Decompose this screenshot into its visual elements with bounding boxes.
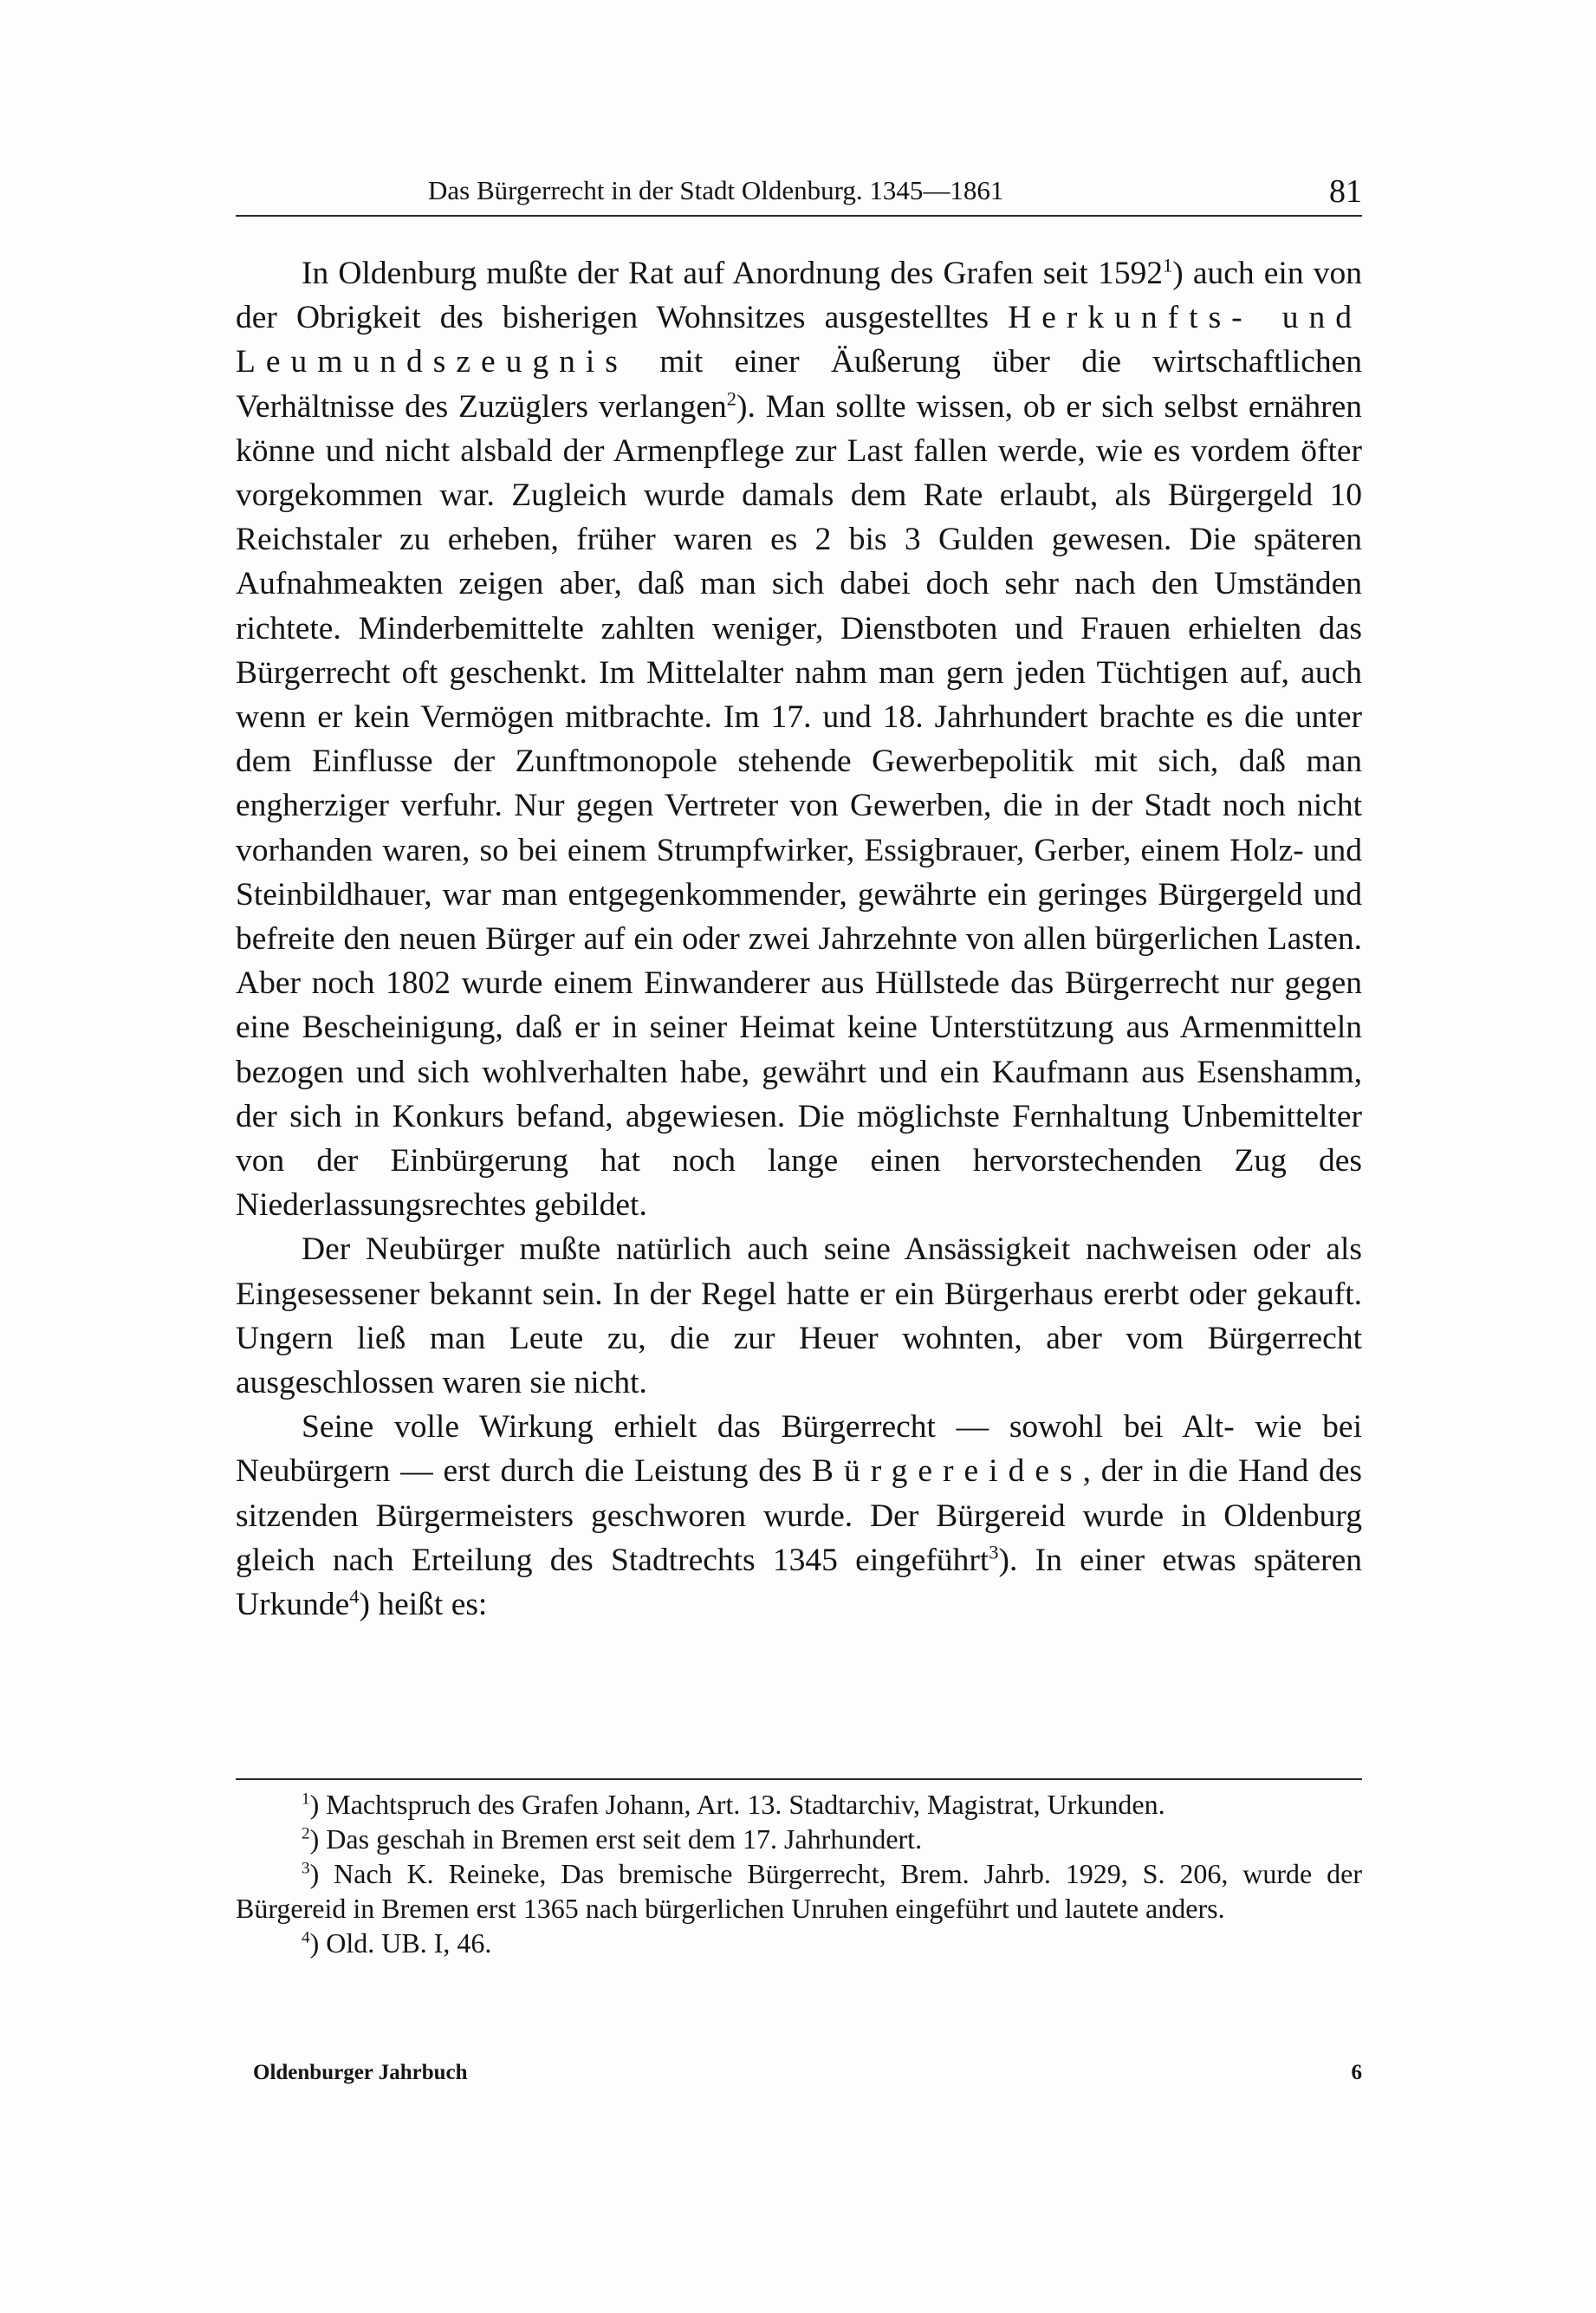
signature-title: Oldenburger Jahrbuch	[253, 2061, 468, 2084]
footnotes	[236, 1787, 1362, 1960]
emphasis-herkunftszeugnis: Herkunfts- und Leumundszeugnis	[236, 300, 1363, 380]
footnote-ref-1: 1	[1162, 254, 1173, 276]
footnote-ref-2: 2	[726, 387, 736, 410]
footnote-ref-3: 3	[989, 1541, 999, 1563]
footnote-4: $^4$) Old. UB. I, 46.	[302, 1927, 492, 1959]
footnote-3: $^3$) Nach K. Reineke, Das bremische Bürgerrecht, Brem. Jahrb. 1929, S. 206, wurde der Bürgereid in Bremen erst 1365 nach bürgerlichen Unruhen eingeführt und lautete anders.	[236, 1858, 1362, 1924]
paragraph-3: Seine volle Wirkung erhielt das Bürgerrecht — sowohl bei Alt- wie bei Neubürgern — erst durch die Leistung des Bürgereides, der in die Hand des sitzenden Bürgermeisters geschworen wurde. Der Bürgereid wurde in Oldenburg gleich nach Erteilung des Stadtrechts 1345 eingeführt$^3$). In einer etwas späteren Urkunde$^4$) heißt es:	[236, 1409, 1362, 1623]
running-title: Das Bürgerrecht in der Stadt Oldenburg. 1345—1861	[428, 175, 1004, 205]
signature-mark: 6	[1351, 2061, 1362, 2084]
page-number: 81	[1329, 173, 1362, 210]
signature-line	[253, 2061, 1362, 2095]
body-text	[236, 251, 1362, 1627]
footnote-2: $^2$) Das geschah in Bremen erst seit dem 17. Jahrhundert.	[302, 1823, 923, 1855]
emphasis-buergereid: Bürgereides	[812, 1453, 1083, 1490]
paragraph-1: In Oldenburg mußte der Rat auf Anordnung des Grafen seit 1592$^1$) auch ein von der Obrigkeit des bisherigen Wohnsitzes ausgestelltes Herkunfts- und Leumundszeugnis mit einer Äußerung über die wirtschaftlichen Verhältnisse des Zuzüglers verlangen$^2$). Man sollte wissen, ob er sich selbst ernähren könne und nicht alsbald der Armenpflege zur Last fallen werde, wie es vordem öfter vorgekommen war. Zugleich wurde damals dem Rate erlaubt, als Bürgergeld 10 Reichstaler zu erheben, früher waren es 2 bis 3 Gulden gewesen. Die späteren Aufnahmeakten zeigen aber, daß man sich dabei doch sehr nach den Umständen richtete. Minderbemittelte zahlten weniger, Dienstboten und Frauen erhielten das Bürgerrecht oft geschenkt. Im Mittelalter nahm man gern jeden Tüchtigen auf, auch wenn er kein Vermögen mitbrachte. Im 17. und 18. Jahrhundert brachte es die unter dem Einflusse der Zunftmonopole stehende Gewerbepolitik mit sich, daß man engherziger verfuhr. Nur gegen Vertreter von Gewerben, die in der Stadt noch nicht vorhanden waren, so bei einem Strumpfwirker, Essigbrauer, Gerber, einem Holz- und Steinbildhauer, war man entgegenkommender, gewährte ein geringes Bürgergeld und befreite den neuen Bürger auf ein oder zwei Jahrzehnte von allen bürgerlichen Lasten. Aber noch 1802 wurde einem Einwanderer aus Hüllstede das Bürgerrecht nur gegen eine Bescheinigung, daß er in seiner Heimat keine Unterstützung aus Armenmitteln bezogen und sich wohlverhalten habe, gewährt und ein Kaufmann aus Esenshamm, der sich in Konkurs befand, abgewiesen. Die möglichste Fernhaltung Unbemittelter von der Einbürgerung hat noch lange einen hervorstechenden Zug des Niederlassungsrechtes gebildet.	[236, 254, 1363, 1224]
header-rule	[236, 215, 1362, 217]
running-head	[236, 173, 1362, 225]
footnote-ref-4: 4	[349, 1585, 360, 1608]
footnote-rule	[236, 1778, 1362, 1780]
footnote-1: $^1$) Machtspruch des Grafen Johann, Art. 13. Stadtarchiv, Magistrat, Urkunden.	[302, 1789, 1165, 1820]
paragraph-2: Der Neubürger mußte natürlich auch seine Ansässigkeit nachweisen oder als Eingesessener bekannt sein. In der Regel hatte er ein Bürgerhaus ererbt oder gekauft. Ungern ließ man Leute zu, die zur Heuer wohnten, aber vom Bürgerrecht ausgeschlossen waren sie nicht.	[236, 1231, 1362, 1401]
